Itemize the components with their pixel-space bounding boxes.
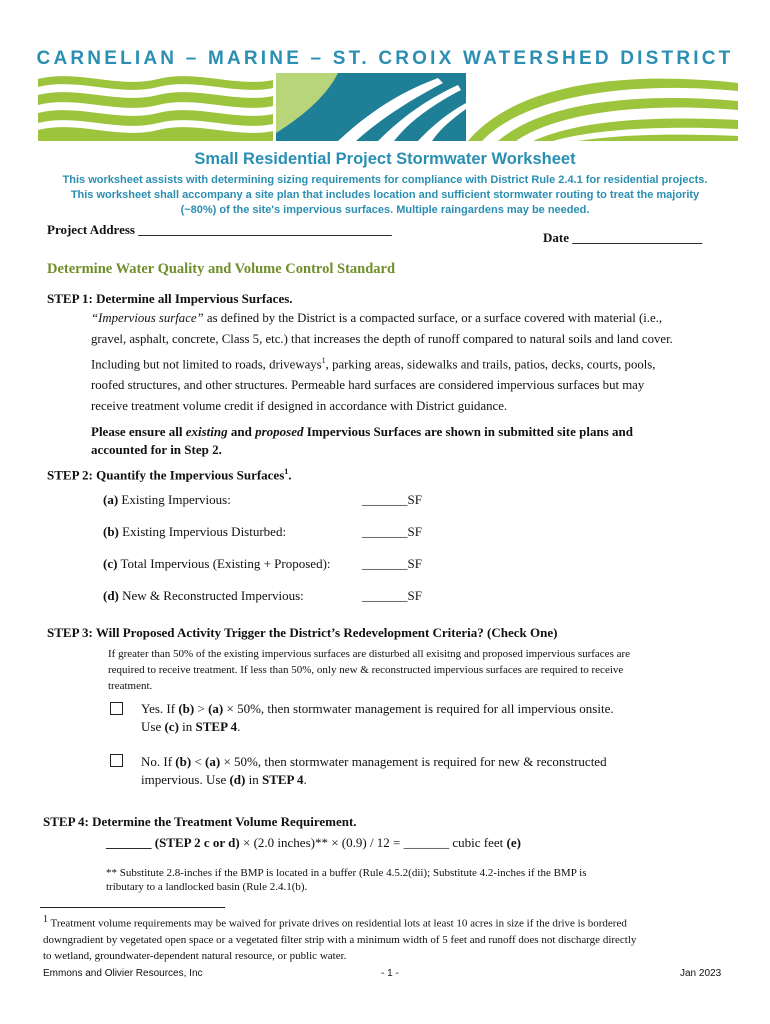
item-label: Existing Impervious: <box>118 492 231 507</box>
option-var: (d) <box>229 772 246 787</box>
date-label: Date <box>543 230 569 245</box>
footnote <box>43 912 743 964</box>
option-text: Use <box>141 719 165 734</box>
definition-text: as defined by the District is a compacted surface, or a surface covered with material (i.e., <box>203 311 663 325</box>
note-existing: existing <box>185 424 228 439</box>
option-var: (a) <box>205 754 221 769</box>
note-text: Impervious Surfaces are shown in submitted site plans and <box>303 424 634 439</box>
step2-heading-end: . <box>288 467 292 483</box>
no-option[interactable] <box>141 753 607 789</box>
footnote-ref: 1 <box>284 467 289 476</box>
option-text: impervious. Use <box>141 772 230 787</box>
note-line: tributary to a landlocked basin (Rule 2.4.1(b). <box>106 881 308 893</box>
impervious-term: “Impervious surface” <box>91 311 204 325</box>
impervious-input-a[interactable]: _______SF <box>362 492 422 507</box>
definition-text: gravel, asphalt, concrete, Class 5, etc.) that increases the depth of runoff compared to natural soils and land cover. <box>91 332 673 346</box>
worksheet-title: Small Residential Project Stormwater Worksheet <box>194 150 576 168</box>
step4-heading: STEP 4: Determine the Treatment Volume Requirement. <box>43 814 357 829</box>
intro-text <box>40 173 730 218</box>
intro-line: (~80%) of the site's impervious surfaces. Multiple raingardens may be needed. <box>180 204 590 216</box>
project-address-blank[interactable]: _______________________________________ <box>138 222 392 237</box>
page-number: - 1 - <box>381 968 399 979</box>
formula-text[interactable]: × (2.0 inches)** × (0.9) / 12 = _______ cubic feet <box>239 835 507 850</box>
intro-line: This worksheet assists with determining sizing requirements for compliance with District Rule 2.4.1 for residential projects. <box>62 174 708 186</box>
impervious-item-d <box>103 588 304 604</box>
option-text: No. If <box>141 754 176 769</box>
intro-line: This worksheet shall accompany a site plan that includes location and sufficient stormwater routing to treat the majority <box>70 189 700 201</box>
definition-text: Including but not limited to roads, driveways <box>91 357 322 372</box>
step1-note <box>91 423 633 459</box>
impervious-input-d[interactable]: _______SF <box>362 588 422 603</box>
note-text: Please ensure all <box>91 424 186 439</box>
step2-heading <box>47 467 292 483</box>
option-text: Yes. If <box>141 701 179 716</box>
formula-result: (e) <box>506 835 521 850</box>
step3-heading: STEP 3: Will Proposed Activity Trigger the District’s Redevelopment Criteria? (Check One) <box>47 625 558 640</box>
footer-date: Jan 2023 <box>680 968 722 979</box>
item-key: (b) <box>103 524 119 539</box>
note-proposed: proposed <box>255 424 304 439</box>
option-text: . <box>237 719 241 734</box>
treatment-volume-formula[interactable] <box>106 835 521 851</box>
yes-checkbox[interactable] <box>110 702 123 715</box>
description-line: treatment. <box>108 680 153 692</box>
footnote-text: downgradient by vegetated open space or a vegetated filter strip with a minimum width of 5 feet and runoff does not discharge directly <box>43 933 637 946</box>
definition-text: , parking areas, sidewalks and trails, patios, decks, courts, pools, <box>325 357 656 372</box>
yes-option[interactable] <box>141 700 614 736</box>
impervious-item-c <box>103 556 331 572</box>
option-text: . <box>303 772 307 787</box>
project-address-label: Project Address <box>47 222 135 237</box>
option-text: in <box>178 719 196 734</box>
step3-description <box>108 646 718 694</box>
option-var: STEP 4 <box>195 719 238 734</box>
date-blank[interactable]: ____________________ <box>572 230 703 245</box>
option-var: (a) <box>208 701 224 716</box>
impervious-item-a <box>103 492 231 508</box>
description-line: If greater than 50% of the existing impervious surfaces are disturbed all exisitng and proposed impervious surfaces are <box>108 648 631 660</box>
description-line: required to receive treatment. If less than 50%, only new & reconstructed impervious surfaces are required to receive <box>108 664 624 676</box>
substitution-note <box>106 866 706 894</box>
formula-input[interactable]: _______ (STEP 2 c or d) <box>106 835 240 850</box>
option-text: > <box>194 701 209 716</box>
footnote-divider <box>40 907 225 908</box>
option-text: × 50%, then stormwater management is required for new & reconstructed <box>220 754 607 769</box>
section-heading: Determine Water Quality and Volume Control Standard <box>47 261 396 277</box>
footnote-text: to wetland, groundwater-dependent natural resource, or public water. <box>43 949 347 962</box>
impervious-input-c[interactable]: _______SF <box>362 556 422 571</box>
item-label: Existing Impervious Disturbed: <box>118 524 287 539</box>
date-field[interactable] <box>543 230 702 246</box>
impervious-item-b <box>103 524 286 540</box>
note-text: and <box>227 424 256 439</box>
note-line: ** Substitute 2.8-inches if the BMP is located in a buffer (Rule 4.5.2(dii); Substitute 4.2-inches if the BMP is <box>106 867 587 879</box>
item-key: (a) <box>103 492 119 507</box>
option-var: (c) <box>164 719 179 734</box>
option-var: STEP 4 <box>261 772 304 787</box>
footnote-marker: 1 <box>43 914 48 925</box>
footnote-text: Treatment volume requirements may be waived for private drives on residential lots at least 10 acres in size if the drive is bordered <box>48 917 627 930</box>
option-var: (b) <box>175 754 192 769</box>
step1-definition <box>91 308 741 417</box>
option-text: in <box>245 772 262 787</box>
note-text: accounted for in Step 2. <box>91 442 222 457</box>
option-text: < <box>191 754 206 769</box>
step1-heading: STEP 1: Determine all Impervious Surfaces. <box>47 291 293 306</box>
item-label: Total Impervious (Existing + Proposed): <box>117 556 331 571</box>
item-key: (d) <box>103 588 119 603</box>
footer-left: Emmons and Olivier Resources, Inc <box>43 968 203 979</box>
option-text: × 50%, then stormwater management is required for all impervious onsite. <box>223 701 614 716</box>
definition-text: roofed structures, and other structures. Permeable hard surfaces are considered impervious surfaces but may <box>91 378 645 393</box>
project-address-field[interactable] <box>47 222 392 238</box>
org-title: CARNELIAN – MARINE – ST. CROIX WATERSHED DISTRICT <box>36 48 734 69</box>
definition-text: receive treatment volume credit if designed in accordance with District guidance. <box>91 399 508 414</box>
option-var: (b) <box>178 701 195 716</box>
footnote-ref: 1 <box>321 356 326 365</box>
item-label: New & Reconstructed Impervious: <box>118 588 304 603</box>
item-key: (c) <box>103 556 118 571</box>
watershed-banner-logo <box>38 73 738 141</box>
impervious-input-b[interactable]: _______SF <box>362 524 422 539</box>
no-checkbox[interactable] <box>110 754 123 767</box>
step2-heading-text: STEP 2: Quantify the Impervious Surfaces <box>47 467 285 483</box>
